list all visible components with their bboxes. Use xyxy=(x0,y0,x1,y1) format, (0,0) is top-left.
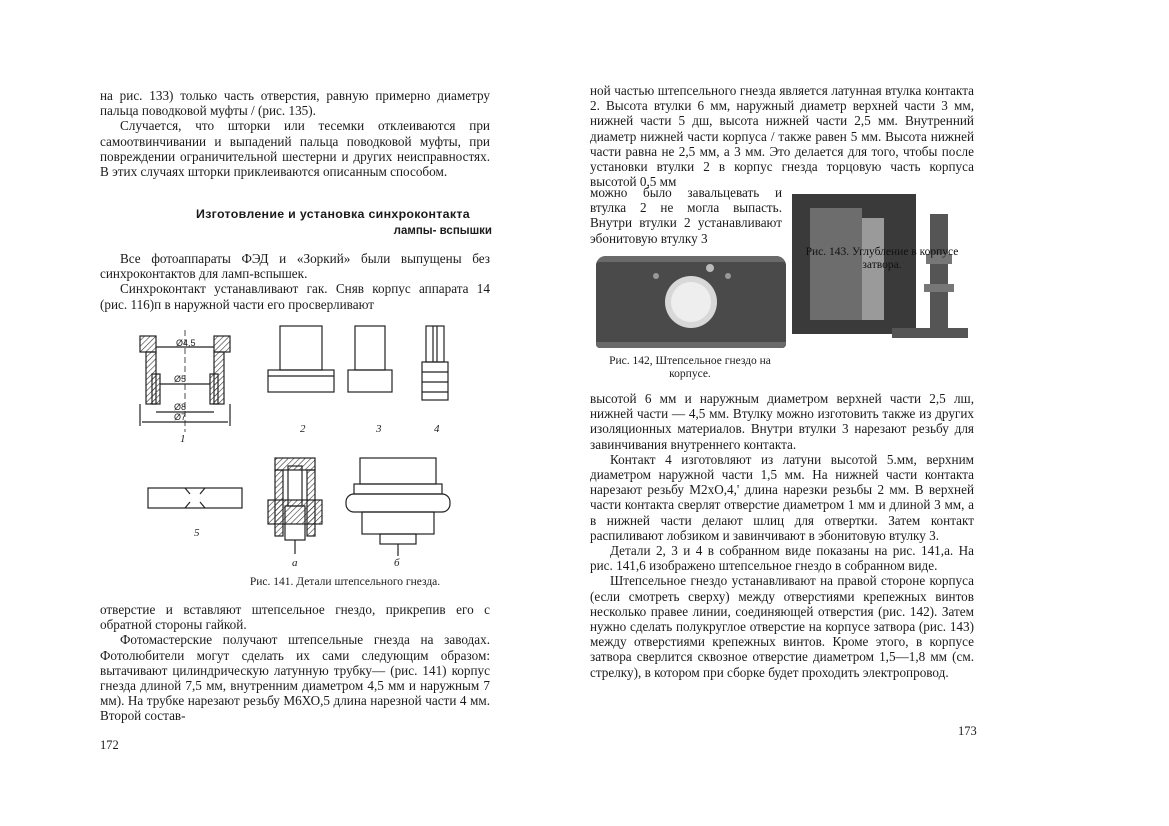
dim-label-3: Ø8 xyxy=(174,402,187,412)
left-paragraph-4: Синхроконтакт устанавливают гак. Сняв корпус аппарата 14 (рис. 116)п в наружной части его просверливают xyxy=(100,281,490,312)
right-paragraph-1-cont: можно было завальцевать и втулка 2 не могла выпасть. Внутри втулки 2 устанавливают эбонитовую втулку 3 xyxy=(590,185,782,246)
left-intro-text xyxy=(100,251,490,312)
figure-142-photo xyxy=(596,256,786,348)
right-paragraph-4: Детали 2, 3 и 4 в собранном виде показаны на рис. 141,а. На рис. 141,6 изображено штепсельное гнездо в собранном виде. xyxy=(590,543,974,574)
right-paragraph-2: высотой 6 мм и наружным диаметром верхней части 2,5 лш, нижней части — 4,5 мм. Втулку можно изготовить также из других изоляционных материалов. Внутри втулки 3 нарезают резьбу для завинчивания внутреннего контакта. xyxy=(590,391,974,452)
left-paragraph-6: Фотомастерские получают штепсельные гнезда на заводах. Фотолюбители могут сделать их сами следующим образом: вытачивают цилиндрическую латунную трубку— (рис. 141) корпус гнезда длиной 7,5 мм, внутренним диаметром 4,5 мм и наружным 7 мм). На трубке нарезают резьбу М6ХО,5 длина нарезной части 4 мм. Второй состав- xyxy=(100,632,490,724)
figure-141-drawing xyxy=(130,322,480,567)
right-paragraph-1: ной частью штепсельного гнезда является латунная втулка контакта 2. Высота втулки 6 мм, наружный диаметр верхней части 3 мм, нижней части 5 дш, высота нижней части 2,5 мм. Внутренний диаметр нижней части корпуса / также равен 5 мм. Высота нижней части равна не 2,5 мм, а 3 мм. Это делается для того, чтобы после установки втулки 2 в корпус гнезда торцовую часть корпуса высотой 0,5 мм xyxy=(590,83,974,190)
caption-figure-143: Рис. 143. Углубление в корпусе затвора. xyxy=(805,246,959,271)
assembly-b-drawing xyxy=(346,458,450,556)
left-paragraph-5: отверстие и вставляют штепсельное гнездо, прикрепив его с обратной стороны гайкой. xyxy=(100,602,490,633)
part-label-a: a xyxy=(292,557,298,567)
right-wrapped-text xyxy=(590,185,782,246)
left-top-text xyxy=(100,88,490,179)
part-2-drawing xyxy=(268,326,334,392)
section-heading-line-2: лампы- вспышки xyxy=(393,225,492,237)
right-bottom-text xyxy=(590,391,974,680)
page-number-right: 173 xyxy=(958,724,977,738)
caption-figure-141: Рис. 141. Детали штепсельного гнезда. xyxy=(249,576,441,588)
part-label-4: 4 xyxy=(434,423,440,435)
right-paragraph-5: Штепсельное гнездо устанавливают на правой стороне корпуса (если смотреть сверху) между отверстиями крепежных винтов несколько правее линии, соединяющей отверстия (рис. 142). Затем нужно сделать полукруглое отверстие на корпусе затвора (рис. 143) между отверстиями крепежных винтов. Кроме этого, в корпусе затвора сверлится сквозное отверстие диаметром 1,5—1,8 мм (см. стрелку), в котором при сборке будет проходить электропровод. xyxy=(590,573,974,680)
left-paragraph-2: Случается, что шторки или тесемки отклеиваются при самоотвинчивании и выпадений пальца поводковой муфты, при повреждении ограничительной шестерни и других неисправностях. В этих случаях шторки приклеиваются описанным способом. xyxy=(100,118,490,180)
part-label-b: б xyxy=(394,557,400,567)
page-number-left: 172 xyxy=(100,738,119,752)
dim-label-4: Ø7 xyxy=(174,412,187,422)
right-top-text xyxy=(590,83,974,189)
assembly-a-drawing xyxy=(268,458,322,554)
left-bottom-text xyxy=(100,602,490,724)
right-page xyxy=(584,0,1169,826)
dim-label-2: Ø5 xyxy=(174,374,187,384)
section-heading-line-1: Изготовление и установка синхроконтакта xyxy=(196,207,470,221)
dim-label-1: Ø4,5 xyxy=(176,338,196,348)
part-4-drawing xyxy=(422,326,448,400)
part-3-drawing xyxy=(348,326,392,392)
right-paragraph-3: Контакт 4 изготовляют из латуни высотой 5.мм, верхним диаметром наружной части 1,5 мм. На нижней части контакта нарезают резьбу М2хО,4,' длина нарезки резьбы 2 мм. В верхней части контакта сверлят отверстие диаметром 1 мм и длиной 3 мм, а в нижней части делают шлиц для отвертки. Затем контакт распиливают лобзиком и завинчивают в эбонитовую втулку 3. xyxy=(590,451,974,543)
part-label-3: 3 xyxy=(376,423,382,435)
part-label-5: 5 xyxy=(194,527,200,539)
left-paragraph-3: Все фотоаппараты ФЭД и «Зоркий» были выпущены без синхроконтактов для ламп-вспышек. xyxy=(100,251,490,282)
part-label-1: 1 xyxy=(180,433,186,445)
left-page xyxy=(0,0,584,826)
section-heading xyxy=(100,206,492,240)
left-paragraph-1: на рис. 133) только часть отверстия, равную примерно диаметру пальца поводковой муфты / (рис. 135). xyxy=(100,88,490,119)
part-5-drawing xyxy=(148,488,242,508)
part-label-2: 2 xyxy=(300,423,306,435)
caption-figure-142: Рис. 142, Штепсельное гнездо на корпусе. xyxy=(609,355,771,380)
